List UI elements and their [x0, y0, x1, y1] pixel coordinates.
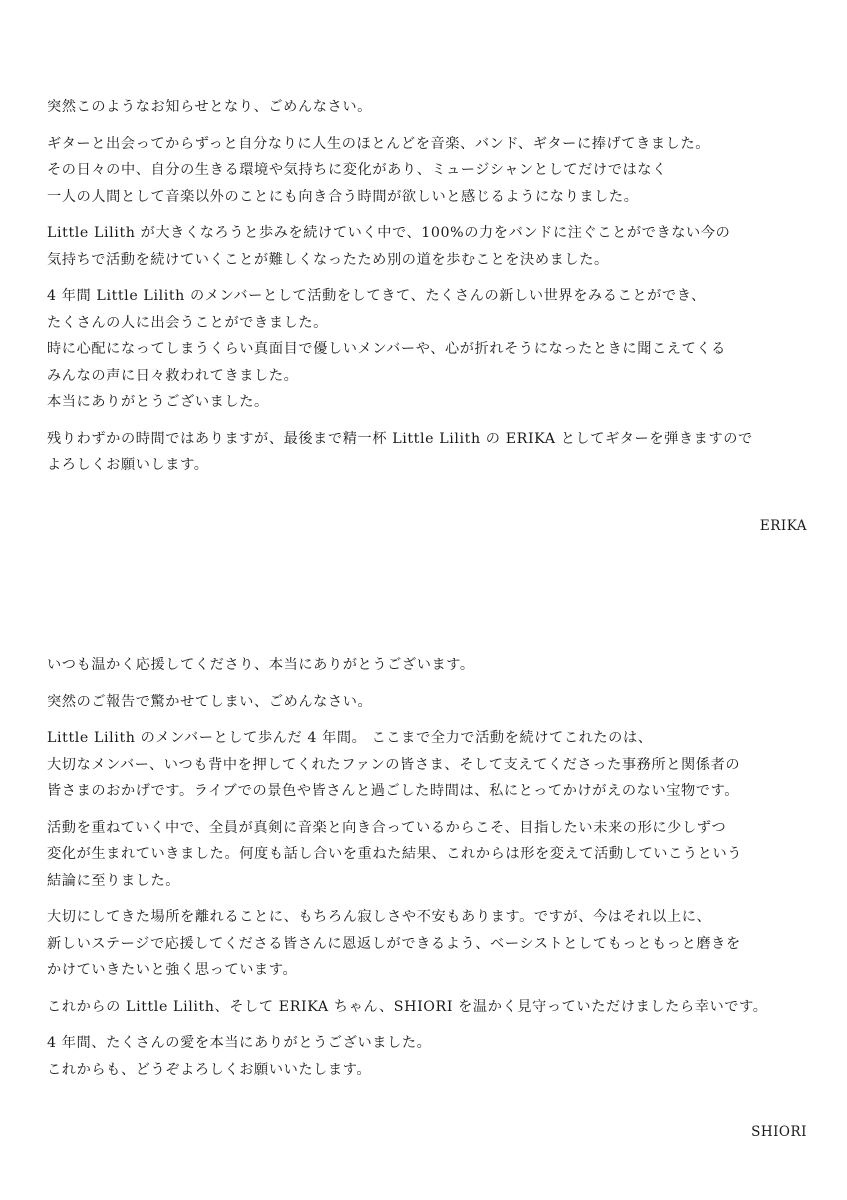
- signature-shiori: SHIORI: [751, 1124, 807, 1140]
- letter-shiori: [47, 652, 817, 1083]
- letter-line: みんなの声に日々救われてきました。: [47, 367, 299, 384]
- letter-line: たくさんの人に出会うことができました。: [47, 314, 328, 331]
- letter-line: 本当にありがとうございました。: [47, 394, 269, 410]
- letter-line: Little Lilith のメンバーとして歩んだ 4 年間。 ここまで全力で活動を続けてこれたのは、: [47, 730, 653, 746]
- letter-paragraph: [47, 725, 817, 805]
- letter-line: 新しいステージで応援してくださる皆さんに恩返しができるよう、ベーシストとしてもっともっと磨きを: [47, 935, 741, 952]
- letter-line: 時に心配になってしまうくらい真面目で優しいメンバーや、心が折れそうになったときに聞こえてくる: [47, 341, 726, 357]
- letter-line: 4 年間 Little Lilith のメンバーとして活動をしてきて、たくさんの新しい世界をみることができ、: [47, 288, 706, 304]
- letter-line: 気持ちで活動を続けていくことが難しくなったため別の道を歩むことを決めました。: [47, 251, 609, 268]
- letter-paragraph: [47, 652, 817, 679]
- letter-line: これからの Little Lilith、そして ERIKA ちゃん、SHIORI を温かく見守っていただけましたら幸いです。: [47, 998, 768, 1015]
- signature-erika: ERIKA: [759, 518, 807, 534]
- letter-line: かけていきたいと強く思っています。: [47, 962, 298, 978]
- letter-erika: [47, 94, 817, 479]
- letter-paragraph: [47, 904, 817, 984]
- letter-line: 活動を重ねていく中で、全員が真剣に音楽と向き合っているからこそ、目指したい未来の形に少しずつ: [47, 819, 727, 836]
- letter-line: よろしくお願いします。: [47, 457, 209, 473]
- letter-paragraph: [47, 994, 817, 1021]
- letter-line: 大切なメンバー、いつも背中を押してくれたファンの皆さま、そして支えてくださった事務所と関係者の: [47, 756, 741, 773]
- letter-line: 4 年間、たくさんの愛を本当にありがとうございました。: [47, 1035, 432, 1051]
- letter-line: Little Lilith が大きくなろうと歩みを続けていく中で、100%の力をバンドに注ぐことができない今の: [47, 225, 731, 241]
- letter-line: 皆さまのおかげです。ライブでの景色や皆さんと過ごした時間は、私にとってかけがえのない宝物です。: [47, 783, 740, 799]
- letter-paragraph: [47, 220, 817, 273]
- letter-line: 結論に至りました。: [47, 872, 181, 889]
- letter-line: その日々の中、自分の生きる環境や気持ちに変化があり、ミュージシャンとしてだけではなく: [47, 162, 667, 178]
- letter-paragraph: [47, 426, 817, 479]
- letter-line: 変化が生まれていきました。何度も話し合いを重ねた結果、これからは形を変えて活動していこうという: [47, 846, 743, 862]
- letter-line: いつも温かく応援してくださり、本当にありがとうございます。: [47, 657, 475, 673]
- letter-line: 一人の人間として音楽以外のことにも向き合う時間が欲しいと感じるようになりました。: [47, 188, 639, 205]
- letter-line: 突然のご報告で驚かせてしまい、ごめんなさい。: [47, 693, 373, 710]
- letter-line: これからも、どうぞよろしくお願いいたします。: [47, 1061, 372, 1078]
- letter-paragraph: [47, 131, 817, 211]
- letter-line: 大切にしてきた場所を離れることに、もちろん寂しさや不安もあります。ですが、今はそれ以上に、: [47, 909, 712, 925]
- letter-line: ギターと出会ってからずっと自分なりに人生のほとんどを音楽、バンド、ギターに捧げてきました。: [47, 135, 711, 152]
- letter-paragraph: [47, 1030, 817, 1083]
- letter-paragraph: [47, 815, 817, 895]
- letter-line: 突然このようなお知らせとなり、ごめんなさい。: [47, 99, 372, 115]
- letter-line: 残りわずかの時間ではありますが、最後まで精一杯 Little Lilith の ERIKA としてギターを弾きますので: [47, 430, 753, 447]
- letter-paragraph: [47, 94, 817, 121]
- letter-paragraph: [47, 283, 817, 416]
- letter-paragraph: [47, 689, 817, 716]
